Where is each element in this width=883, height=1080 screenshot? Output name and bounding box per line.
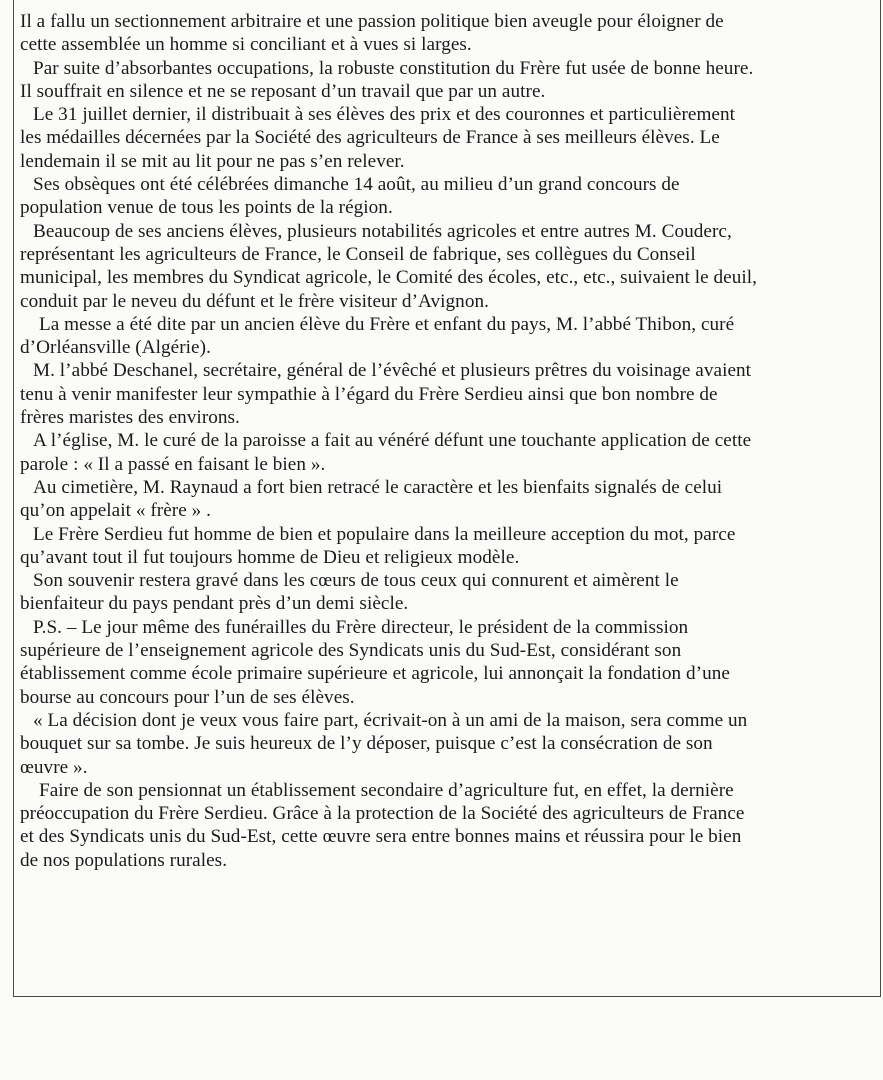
paragraph <box>20 779 878 872</box>
text-line: les médailles décernées par la Société des agriculteurs de France à ses meilleurs élèves. Le <box>20 127 720 149</box>
paragraph <box>20 709 878 779</box>
text-line: représentant les agriculteurs de France, le Conseil de fabrique, ses collègues du Conseil <box>20 243 696 265</box>
text-line: qu’avant tout il fut toujours homme de Dieu et religieux modèle. <box>20 546 520 568</box>
text-line: Son souvenir restera gravé dans les cœurs de tous ceux qui connurent et aimèrent le <box>33 570 679 592</box>
paragraph <box>20 173 878 220</box>
text-line: supérieure de l’enseignement agricole des Syndicats unis du Sud-Est, considérant son <box>20 640 682 662</box>
text-line: Beaucoup de ses anciens élèves, plusieurs notabilités agricoles et entre autres M. Couderc, <box>33 220 732 242</box>
paragraph <box>20 429 878 476</box>
text-line: P.S. – Le jour même des funérailles du Frère directeur, le président de la commission <box>33 616 689 638</box>
text-line: frères maristes des environs. <box>20 407 240 429</box>
paragraph <box>20 616 878 709</box>
paragraph <box>20 220 878 313</box>
text-line: qu’on appelait « frère » . <box>20 500 211 522</box>
text-line: bouquet sur sa tombe. Je suis heureux de l’y déposer, puisque c’est la consécration de son <box>20 733 713 755</box>
text-line: La messe a été dite par un ancien élève du Frère et enfant du pays, M. l’abbé Thibon, curé <box>39 313 735 335</box>
paragraph <box>20 523 878 570</box>
text-line: de nos populations rurales. <box>20 849 228 871</box>
text-line: Par suite d’absorbantes occupations, la robuste constitution du Frère fut usée de bonne heure. <box>33 57 754 79</box>
text-line: population venue de tous les points de la région. <box>20 197 393 219</box>
text-line: « La décision dont je veux vous faire part, écrivait-on à un ami de la maison, sera comme un <box>33 709 748 731</box>
paragraph <box>20 313 878 360</box>
text-line: œuvre ». <box>20 756 88 778</box>
text-line: A l’église, M. le curé de la paroisse a fait au vénéré défunt une touchante application de cette <box>33 430 752 452</box>
text-line: conduit par le neveu du défunt et le frère visiteur d’Avignon. <box>20 290 489 312</box>
paragraph <box>20 359 878 429</box>
text-line: municipal, les membres du Syndicat agricole, le Comité des écoles, etc., etc., suivaient le deuil, <box>20 267 758 289</box>
text-line: cette assemblée un homme si conciliant et à vues si larges. <box>20 34 472 56</box>
text-line: établissement comme école primaire supérieure et agricole, lui annonçait la fondation d’une <box>20 663 730 685</box>
text-line: Il souffrait en silence et ne se reposant d’un travail que par un autre. <box>20 80 546 102</box>
text-line: Le Frère Serdieu fut homme de bien et populaire dans la meilleure acception du mot, parce <box>33 523 736 545</box>
text-line: parole : « Il a passé en faisant le bien ». <box>20 453 326 475</box>
text-line: bienfaiteur du pays pendant près d’un demi siècle. <box>20 593 409 615</box>
text-line: Ses obsèques ont été célébrées dimanche 14 août, au milieu d’un grand concours de <box>33 174 680 196</box>
text-line: Faire de son pensionnat un établissement secondaire d’agriculture fut, en effet, la dernière <box>39 779 734 801</box>
document-body <box>20 10 878 872</box>
text-line: Le 31 juillet dernier, il distribuait à ses élèves des prix et des couronnes et particulièrement <box>33 104 736 126</box>
text-line: tenu à venir manifester leur sympathie à l’égard du Frère Serdieu ainsi que bon nombre de <box>20 383 718 405</box>
text-line: M. l’abbé Deschanel, secrétaire, général de l’évêché et plusieurs prêtres du voisinage avaient <box>33 360 752 382</box>
paragraph <box>20 103 878 173</box>
text-line: bourse au concours pour l’un de ses élèves. <box>20 686 355 708</box>
text-line: Au cimetière, M. Raynaud a fort bien retracé le caractère et les bienfaits signalés de celui <box>33 476 723 498</box>
text-line: lendemain il se mit au lit pour ne pas s’en relever. <box>20 150 405 172</box>
paragraph <box>20 10 878 57</box>
paragraph <box>20 569 878 616</box>
paragraph <box>20 476 878 523</box>
text-line: et des Syndicats unis du Sud-Est, cette œuvre sera entre bonnes mains et réussira pour le bien <box>20 826 742 848</box>
text-line: d’Orléansville (Algérie). <box>20 337 211 359</box>
paragraph <box>20 57 878 104</box>
text-line: préoccupation du Frère Serdieu. Grâce à la protection de la Société des agriculteurs de France <box>20 803 745 825</box>
text-line: Il a fallu un sectionnement arbitraire et une passion politique bien aveugle pour éloigner de <box>20 11 724 32</box>
